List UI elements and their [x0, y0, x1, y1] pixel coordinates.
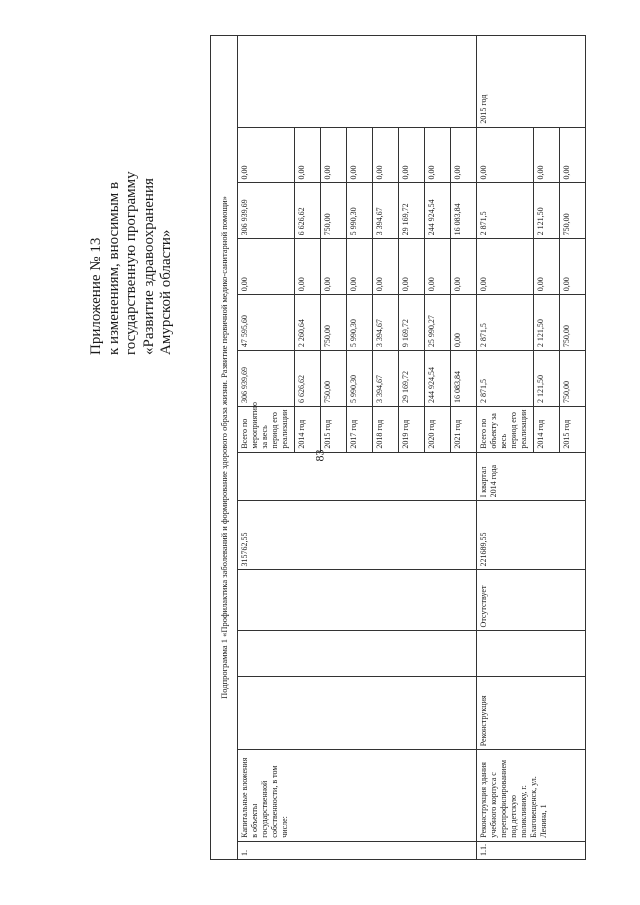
row-cost: 315762,55 — [238, 501, 477, 570]
value-cell: 750,00 — [560, 295, 586, 351]
value-cell: 2 871,5 — [477, 295, 534, 351]
subprogram-row — [211, 36, 238, 860]
row-period — [238, 452, 477, 501]
value-cell: 0,00 — [238, 239, 295, 295]
value-cell: 0,00 — [477, 239, 534, 295]
value-cell: 0,00 — [295, 239, 321, 295]
value-cell: 29 169,72 — [399, 351, 425, 407]
value-cell: 0,00 — [321, 127, 347, 183]
value-cell: 5 990,30 — [347, 183, 373, 239]
value-cell: 244 924,54 — [425, 183, 451, 239]
value-cell: 0,00 — [560, 127, 586, 183]
value-cell: 0,00 — [451, 295, 477, 351]
value-cell: 9 169,72 — [399, 295, 425, 351]
value-cell: 0,00 — [399, 239, 425, 295]
heading-line-4: «Развитие здравоохранения — [140, 178, 157, 355]
row-cost: 221689,55 — [477, 501, 586, 570]
value-cell: 16 083,84 — [451, 351, 477, 407]
row-status — [238, 570, 477, 631]
value-cell: 0,00 — [425, 239, 451, 295]
value-cell: 0,00 — [238, 127, 295, 183]
value-cell: 306 939,69 — [238, 183, 295, 239]
value-cell: 25 990,27 — [425, 295, 451, 351]
value-cell: 0,00 — [295, 127, 321, 183]
subprogram-title: Подпрограмма 1 «Профилактика заболеваний и формирование здорового образа жизни. Развитие первичной медико-санитарной помощи» — [211, 36, 238, 860]
value-cell: 750,00 — [321, 295, 347, 351]
value-cell: 750,00 — [321, 351, 347, 407]
year-label: 2021 год — [451, 406, 477, 452]
year-label: 2020 год — [425, 406, 451, 452]
value-cell: 3 394,67 — [373, 351, 399, 407]
year-label: 2017 год — [347, 406, 373, 452]
year-label: Всего по мероприятию за весь период его реализации — [238, 406, 295, 452]
value-cell: 0,00 — [534, 127, 560, 183]
value-cell: 3 394,67 — [373, 295, 399, 351]
value-cell: 0,00 — [347, 127, 373, 183]
row-number: 1.1. — [477, 841, 586, 859]
year-label: 2019 год — [399, 406, 425, 452]
investment-table — [210, 35, 586, 860]
value-cell: 2 871,5 — [477, 183, 534, 239]
row-name: Капитальные вложения в объекты государственной собственности, в том числе: — [238, 750, 477, 841]
year-label: 2014 год — [295, 406, 321, 452]
heading-line-3: государственную программу — [123, 171, 139, 355]
row-tail: 2015 год — [477, 36, 586, 128]
value-cell: 6 626,62 — [295, 351, 321, 407]
value-cell: 0,00 — [451, 239, 477, 295]
value-cell: 0,00 — [347, 239, 373, 295]
value-cell: 2 121,50 — [534, 351, 560, 407]
year-label: 2014 год — [534, 406, 560, 452]
value-cell: 47 595,60 — [238, 295, 295, 351]
value-cell: 0,00 — [425, 127, 451, 183]
row-name: Реконструкция здания учебного корпуса с перепрофилированием под детскую поликлинику, г. Благовещенск, ул. Ленина, 1 — [477, 750, 586, 841]
value-cell: 0,00 — [373, 239, 399, 295]
row-type — [238, 677, 477, 750]
value-cell: 16 083,84 — [451, 183, 477, 239]
value-cell: 0,00 — [373, 127, 399, 183]
value-cell: 0,00 — [560, 239, 586, 295]
value-cell: 2 121,50 — [534, 183, 560, 239]
heading-line-2: к изменениям, вносимым в — [105, 181, 122, 355]
value-cell: 0,00 — [399, 127, 425, 183]
heading-line-1: Приложение № 13 — [88, 237, 104, 355]
value-cell: 6 626,62 — [295, 183, 321, 239]
value-cell: 2 260,64 — [295, 295, 321, 351]
value-cell: 0,00 — [477, 127, 534, 183]
value-cell: 3 394,67 — [373, 183, 399, 239]
value-cell: 750,00 — [560, 183, 586, 239]
value-cell: 750,00 — [560, 351, 586, 407]
value-cell: 244 924,54 — [425, 351, 451, 407]
row-status: Отсутствует — [477, 570, 586, 631]
value-cell: 0,00 — [534, 239, 560, 295]
year-label: Всего по объекту за весь период его реализации — [477, 406, 534, 452]
row-number: 1. — [238, 841, 477, 859]
heading-line-5: Амурской области» — [158, 229, 174, 355]
table-row — [238, 36, 295, 860]
value-cell: 0,00 — [451, 127, 477, 183]
year-label: 2018 год — [373, 406, 399, 452]
value-cell: 306 939,69 — [238, 351, 295, 407]
row-blank — [238, 631, 477, 677]
row-period: I квартал 2014 года — [477, 452, 586, 501]
value-cell: 29 169,72 — [399, 183, 425, 239]
page-number: 83 — [312, 449, 327, 462]
row-tail — [238, 36, 477, 128]
value-cell: 2 121,50 — [534, 295, 560, 351]
table-row — [477, 36, 534, 860]
row-type: Реконструкция — [477, 677, 586, 750]
year-label: 2015 год — [321, 406, 347, 452]
year-label: 2015 год — [560, 406, 586, 452]
value-cell: 5 990,30 — [347, 295, 373, 351]
value-cell: 750,00 — [321, 183, 347, 239]
row-blank — [477, 631, 586, 677]
value-cell: 0,00 — [321, 239, 347, 295]
value-cell: 5 990,30 — [347, 351, 373, 407]
value-cell: 2 871,5 — [477, 351, 534, 407]
